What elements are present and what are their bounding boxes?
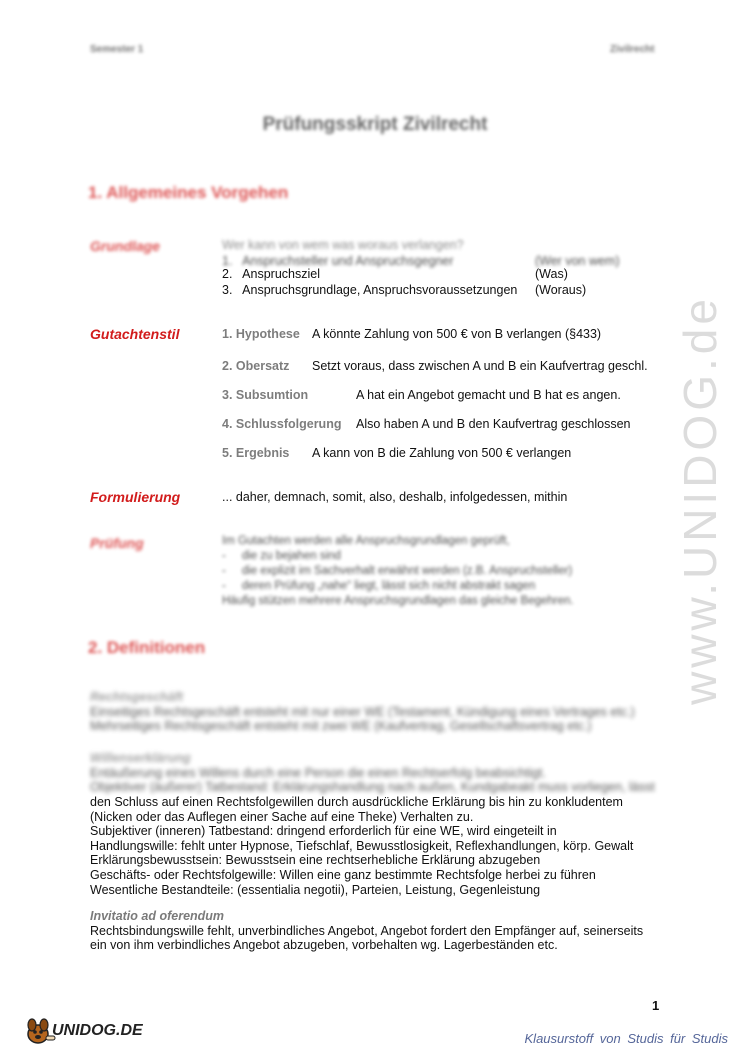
definition-line: (Nicken oder das Auflegen einer Sache auf eine Theke) Verhalten zu.: [90, 809, 474, 824]
step-name: [222, 446, 289, 460]
definition-block: [90, 795, 633, 897]
pruefung-bullet: - deren Prüfung „nahe“ liegt, lässt sich nicht abstrakt sagen: [222, 580, 536, 592]
label-formulierung: Formulierung: [90, 489, 181, 505]
grundlage-note: (Wer von wem): [535, 254, 620, 268]
grundlage-item: [222, 267, 320, 281]
step-name: [222, 327, 300, 341]
grundlage-item: [222, 283, 517, 297]
definition-line: Erklärungsbewusstsein: Bewusstsein eine rechtserhebliche Erklärung abzugeben: [90, 853, 541, 868]
definition-line: Objektiver (äußerer) Tatbestand: Erklärungshandlung nach außen, Kundgabeakt muss vorliegen, lässt: [90, 780, 655, 795]
page-title: Prüfungsskript Zivilrecht: [262, 114, 488, 135]
bullet-text: die zu bejahen sind: [241, 550, 341, 562]
unidog-logo: [24, 1016, 154, 1046]
item-number: 1.: [222, 254, 233, 268]
item-text: Anspruchsgrundlage, Anspruchsvoraussetzungen: [242, 283, 518, 297]
header-left: Semester 1: [90, 44, 144, 55]
definition-title: Rechtsgeschäft: [90, 690, 184, 704]
definition-block: [90, 751, 655, 795]
definition-line: Rechtsbindungswille fehlt, unverbindliches Angebot, Angebot fordert den Empfänger auf, seinerseits: [90, 923, 644, 938]
grundlage-note: (Was): [535, 267, 568, 281]
step-label: 1. Hypothese: [222, 327, 300, 341]
step-text: A kann von B die Zahlung von 500 € verlangen: [312, 446, 572, 460]
definition-line: Subjektiver (inneren) Tatbestand: dringend erforderlich für eine WE, wird eingeteilt in: [90, 824, 557, 839]
page-number: 1: [652, 998, 660, 1013]
pruefung-intro: Im Gutachten werden alle Anspruchsgrundlagen geprüft,: [222, 535, 510, 547]
step-text: A hat ein Angebot gemacht und B hat es angen.: [356, 388, 621, 402]
step-text: Also haben A und B den Kaufvertrag geschlossen: [356, 417, 631, 431]
pruefung-bullet: - die explizit im Sachverhalt erwähnt werden (z.B. Anspruchsteller): [222, 565, 573, 577]
grundlage-question: Wer kann von wem was woraus verlangen?: [222, 238, 464, 252]
pruefung-outro: Häufig stützen mehrere Anspruchsgrundlagen das gleiche Begehren.: [222, 595, 574, 607]
watermark: www.UNIDOG.de: [674, 295, 726, 705]
step-name: [222, 417, 341, 431]
definition-line: Mehrseitiges Rechtsgeschäft entsteht mit zwei WE (Kaufvertrag, Gesellschaftsvertrag etc.): [90, 719, 592, 734]
step-text: A könnte Zahlung von 500 € von B verlangen (§433): [312, 327, 602, 341]
step-label: 2. Obersatz: [222, 359, 290, 373]
section-heading-1: 1. Allgemeines Vorgehen: [88, 183, 289, 202]
definition-line: Entäußerung eines Willens durch eine Person die einen Rechtserfolg beabsichtigt.: [90, 765, 546, 780]
grundlage-item: [222, 254, 453, 268]
bullet-text: die explizit im Sachverhalt erwähnt werden (z.B. Anspruchsteller): [241, 565, 573, 577]
item-text: Anspruchsteller und Anspruchsgegner: [242, 254, 454, 268]
label-grundlage: Grundlage: [90, 238, 161, 254]
definition-line: ein von ihm verbindliches Angebot abzugeben, vorbehalten wg. Lagerbeständen etc.: [90, 938, 558, 953]
step-label: 5. Ergebnis: [222, 446, 290, 460]
item-text: Anspruchsziel: [242, 267, 320, 281]
section-heading-2: 2. Definitionen: [88, 638, 206, 657]
logo-text: UNIDOG.DE: [52, 1022, 143, 1039]
step-label: 4. Schlussfolgerung: [222, 417, 342, 431]
step-name: [222, 359, 289, 373]
definition-line: Einseitiges Rechtsgeschäft entsteht mit nur einer WE (Testament, Kündigung eines Vertrages etc.): [90, 704, 635, 719]
footer-tagline: Klausurstoff von Studis für Studis: [524, 1031, 728, 1046]
grundlage-note: (Woraus): [535, 283, 587, 297]
bullet-text: deren Prüfung „nahe“ liegt, lässt sich nicht abstrakt sagen: [241, 580, 536, 592]
definition-line: Geschäfts- oder Rechtsfolgewille: Willen eine ganz bestimmte Rechtsfolge herbei zu führen: [90, 867, 596, 882]
step-label: 3. Subsumtion: [222, 388, 309, 402]
label-gutachtenstil: Gutachtenstil: [90, 326, 180, 342]
item-number: 3.: [222, 283, 233, 297]
definition-line: den Schluss auf einen Rechtsfolgewillen durch ausdrückliche Erklärung bis hin zu konkludentem: [90, 795, 623, 809]
label-pruefung: Prüfung: [90, 535, 144, 551]
header-right: Zivilrecht: [610, 44, 655, 55]
step-text: Setzt voraus, dass zwischen A und B ein Kaufvertrag geschl.: [312, 359, 648, 373]
step-name: [222, 388, 308, 402]
definition-title: Invitatio ad oferendum: [90, 909, 225, 923]
definition-block: [90, 909, 643, 953]
pruefung-bullet: - die zu bejahen sind: [222, 550, 341, 562]
definition-title: Willenserklärung: [90, 751, 191, 765]
item-number: 2.: [222, 267, 233, 281]
formulierung-text: ... daher, demnach, somit, also, deshalb, infolgedessen, mithin: [222, 490, 568, 504]
definition-block: [90, 690, 635, 734]
definition-line: Wesentliche Bestandteile: (essentialia negotii), Parteien, Leistung, Gegenleistung: [90, 882, 541, 897]
definition-line: Handlungswille: fehlt unter Hypnose, Tiefschlaf, Bewusstlosigkeit, Reflexhandlungen, körp. Gewalt: [90, 838, 634, 853]
